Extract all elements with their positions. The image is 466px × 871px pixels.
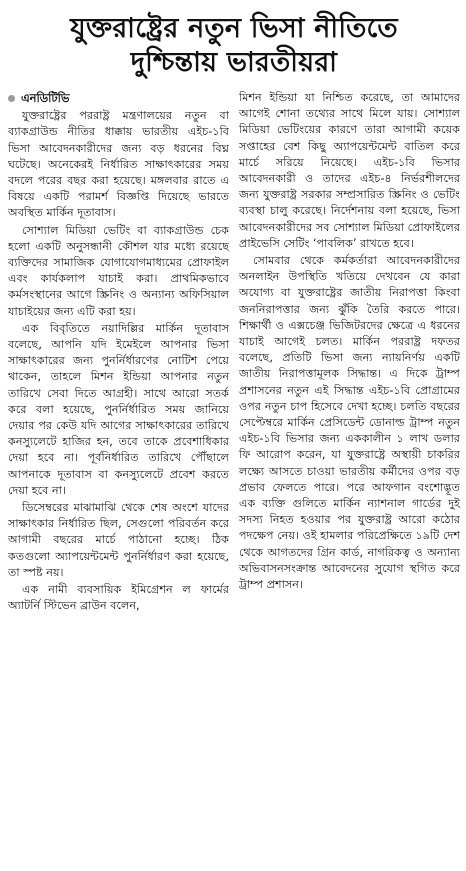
byline-source: এনডিটিভি	[21, 91, 70, 105]
headline	[8, 12, 460, 80]
column-right	[239, 90, 460, 615]
paragraph: মিশন ইন্ডিয়া যা নিশ্চিত করেছে, তা আমাদের আগেই শোনা তথ্যের সাথে মিলে যায়। সোশ্যাল মিডিয়া ভেটিংয়ের কারণে তারা আগামী কয়েক সপ্তাহের বেশ কিছু অ্যাপয়েন্টমেন্ট বাতিল করে মার্চে সরিয়ে নিয়েছে। এইচ-১বি ভিসার আবেদনকারী ও তাদের এইচ-৪ নির্ভরশীলদের জন্য যুক্তরাষ্ট্র সরকার সম্প্রসারিত স্ক্রিনিং ও ভেটিং ব্যবস্থা চালু করেছে। নির্দেশনায় বলা হয়েছে, ভিসা আবেদনকারীদের সব সোশ্যাল মিডিয়া প্রোফাইলের প্রাইভেসি সেটিং ‘পাবলিক’ রাখতে হবে।	[239, 91, 460, 250]
headline-line-2: দুশ্চিন্তায় ভারতীয়রা	[130, 47, 338, 78]
article-body	[8, 90, 460, 615]
byline	[8, 90, 229, 106]
column-left	[8, 90, 229, 615]
paragraph: এক নামী ব্যবসায়িক ইমিগ্রেশন ল ফার্মের অ্যাটর্নি স্টিভেন ব্রাউন বলেন,	[8, 583, 229, 613]
paragraph: সোশ্যাল মিডিয়া ভেটিং বা ব্যাকগ্রাউন্ড চেক হলো একটি অনুসন্ধানী কৌশল যার মধ্যে রয়েছে ব্যক্তিদের সামাজিক যোগাযোগমাধ্যমের প্রোফাইল এবং কার্যকলাপ যাচাই করা। প্রাথমিকভাবে কর্মসংস্থানের আগে স্ক্রিনিং ও অন্যান্য অফিসিয়াল যাচাইয়ের জন্য এটি করা হয়।	[8, 223, 229, 318]
paragraph: এক বিবৃতিতে নয়াদিল্লির মার্কিন দূতাবাস বলেছে, আপনি যদি ইমেইলে আপনার ভিসা সাক্ষাৎকারের জন্য পুনর্নির্ধারণের নোটিশ পেয়ে থাকেন, তাহলে মিশন ইন্ডিয়া আপনার নতুন তারিখে সেবা দিতে আগ্রহী। সাথে আরো সতর্ক করে বলা হয়েছে, পুনর্নির্ধারিত সময় জানিয়ে দেয়ার পর কেউ যদি আগের সাক্ষাৎকারের তারিখে কনস্যুলেটে হাজির হন, তবে তাকে প্রবেশাধিকার দেয়া হবে না। পূর্বনির্ধারিত তারিখে পৌঁছালে আপনাকে দূতাবাস বা কনস্যুলেটে প্রবেশ করতে দেয়া হবে না।	[8, 321, 229, 497]
paragraph: ডিসেম্বরের মাঝামাঝি থেকে শেষ অংশে যাদের সাক্ষাৎকার নির্ধারিত ছিল, সেগুলো পরিবর্তন করে আগামী বছরের মার্চে পাঠানো হচ্ছে। ঠিক কতগুলো অ্যাপয়েন্টমেন্ট পুনর্নির্ধারণ করা হয়েছে, তা স্পষ্ট নয়।	[8, 501, 229, 579]
headline-line-1: যুক্তরাষ্ট্রের নতুন ভিসা নীতিতে	[70, 13, 398, 44]
paragraph: যুক্তরাষ্ট্রের পররাষ্ট্র মন্ত্রণালয়ের নতুন বা ব্যাকগ্রাউন্ড নীতির ধাক্কায় ভারতীয় এইচ-১বি ভিসা আবেদনকারীদের জন্য বড় ধরনের বিঘ্ন ঘটেছে। অনেকেরই নির্ধারিত সাক্ষাৎকারের সময় বদলে পরের বছর করা হয়েছে। মঙ্গলবার রাতে এ বিষয়ে একটি পরামর্শ বিজ্ঞপ্তি দিয়েছে ভারতে অবস্থিত মার্কিন দূতাবাস।	[8, 109, 229, 220]
paragraph: সোমবার থেকে কর্মকর্তারা আবেদনকারীদের অনলাইন উপস্থিতি খতিয়ে দেখবেন যে কারা অযোগ্য বা যুক্তরাষ্ট্রের জাতীয় নিরাপত্তা কিংবা জননিরাপত্তার জন্য ঝুঁকি তৈরি করতে পারে। শিক্ষার্থী ও এক্সচেঞ্জ ভিজিটরদের ক্ষেত্রে এ ধরনের যাচাই আগেই চলত। মার্কিন পররাষ্ট্র দফতর বলেছে, প্রতিটি ভিসা জন্য ন্যায়নির্ণয় একটি জাতীয় নিরাপত্তামূলক সিদ্ধান্ত। এ দিকে ট্রাম্প প্রশাসনের নতুন এই সিদ্ধান্ত এইচ-১বি প্রোগ্রামের ওপর নতুন চাপ হিসেবে দেখা হচ্ছে। চলতি বছরের সেপ্টেম্বরে মার্কিন প্রেসিডেন্ট ডোনাল্ড ট্রাম্প নতুন এইচ-১বি ভিসার জন্য এককালীন ১ লাখ ডলার ফি আরোপ করেন, যা যুক্তরাষ্ট্রে অস্থায়ী চাকরির লক্ষ্যে আসতে চাওয়া ভারতীয় কর্মীদের ওপর বড় প্রভাব ফেলতে পারে। পরে আফগান বংশোদ্ভূত এক ব্যক্তি গুলিতে মার্কিন ন্যাশনাল গার্ডের দুই সদস্য নিহত হওয়ার পর যুক্তরাষ্ট্র আরো কঠোর পদক্ষেপ নেয়। ওই হামলার পরিপ্রেক্ষিতে ১৯টি দেশ থেকে আগতদের গ্রিন কার্ড, নাগরিকত্ব ও অন্যান্য অভিবাসনসংক্রান্ত আবেদনের সুযোগ স্থগিত করে ট্রাম্প প্রশাসন।	[239, 254, 460, 592]
bullet-icon	[8, 95, 15, 102]
